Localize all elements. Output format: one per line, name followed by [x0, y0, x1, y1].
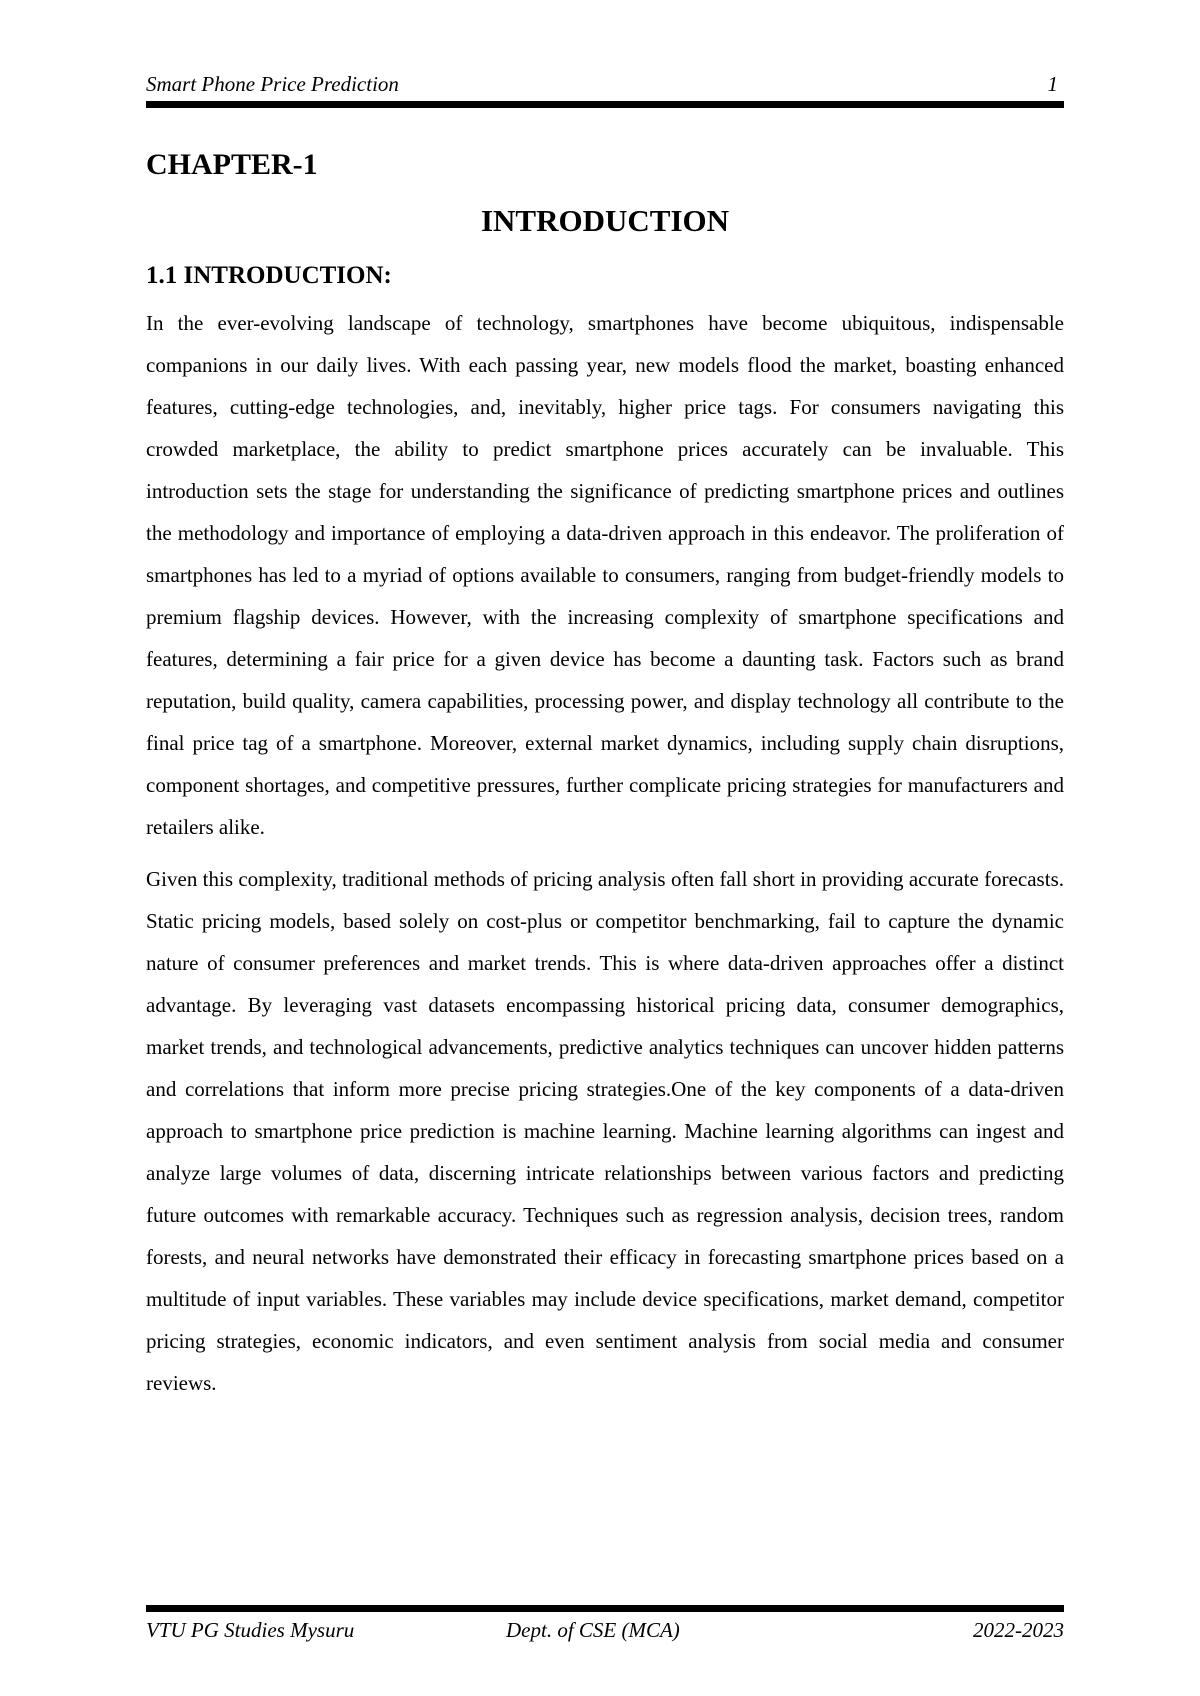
footer-department: Dept. of CSE (MCA) — [506, 1618, 680, 1642]
section-heading: 1.1 INTRODUCTION: — [146, 262, 392, 289]
body-text — [146, 302, 1064, 1414]
chapter-label: CHAPTER-1 — [146, 148, 318, 181]
page-number: 1 — [1047, 72, 1058, 96]
footer-institution: VTU PG Studies Mysuru — [146, 1618, 355, 1642]
paragraph-1: In the ever-evolving landscape of technology, smartphones have become ubiquitous, indispensable companions in our daily lives. With each passing year, new models flood the market, boasting enhanced features, cutting-edge technologies, and, inevitably, higher price tags. For consumers navigating this crowded marketplace, the ability to predict smartphone prices accurately can be invaluable. This introduction sets the stage for understanding the significance of predicting smartphone prices and outlines the methodology and importance of employing a data-driven approach in this endeavor. The proliferation of smartphones has led to a myriad of options available to consumers, ranging from budget-friendly models to premium flagship devices. However, with the increasing complexity of smartphone specifications and features, determining a fair price for a given device has become a daunting task. Factors such as brand reputation, build quality, camera capabilities, processing power, and display technology all contribute to the final price tag of a smartphone. Moreover, external market dynamics, including supply chain disruptions, component shortages, and competitive pressures, further complicate pricing strategies for manufacturers and retailers alike. — [146, 311, 1064, 839]
header-rule — [146, 101, 1064, 108]
footer-rule — [146, 1605, 1064, 1612]
chapter-title: INTRODUCTION — [480, 203, 730, 238]
page-header — [146, 72, 1064, 102]
header-title: Smart Phone Price Prediction — [146, 72, 399, 96]
footer-year: 2022-2023 — [973, 1618, 1064, 1642]
page-footer — [146, 1618, 1064, 1648]
paragraph-2: Given this complexity, traditional methods of pricing analysis often fall short in providing accurate forecasts. Static pricing models, based solely on cost-plus or competitor benchmarking, fail to capture the dynamic nature of consumer preferences and market trends. This is where data-driven approaches offer a distinct advantage. By leveraging vast datasets encompassing historical pricing data, consumer demographics, market trends, and technological advancements, predictive analytics techniques can uncover hidden patterns and correlations that inform more precise pricing strategies.One of the key components of a data-driven approach to smartphone price prediction is machine learning. Machine learning algorithms can ingest and analyze large volumes of data, discerning intricate relationships between various factors and predicting future outcomes with remarkable accuracy. Techniques such as regression analysis, decision trees, random forests, and neural networks have demonstrated their efficacy in forecasting smartphone prices based on a multitude of input variables. These variables may include device specifications, market demand, competitor pricing strategies, economic indicators, and even sentiment analysis from social media and consumer reviews. — [146, 867, 1064, 1395]
